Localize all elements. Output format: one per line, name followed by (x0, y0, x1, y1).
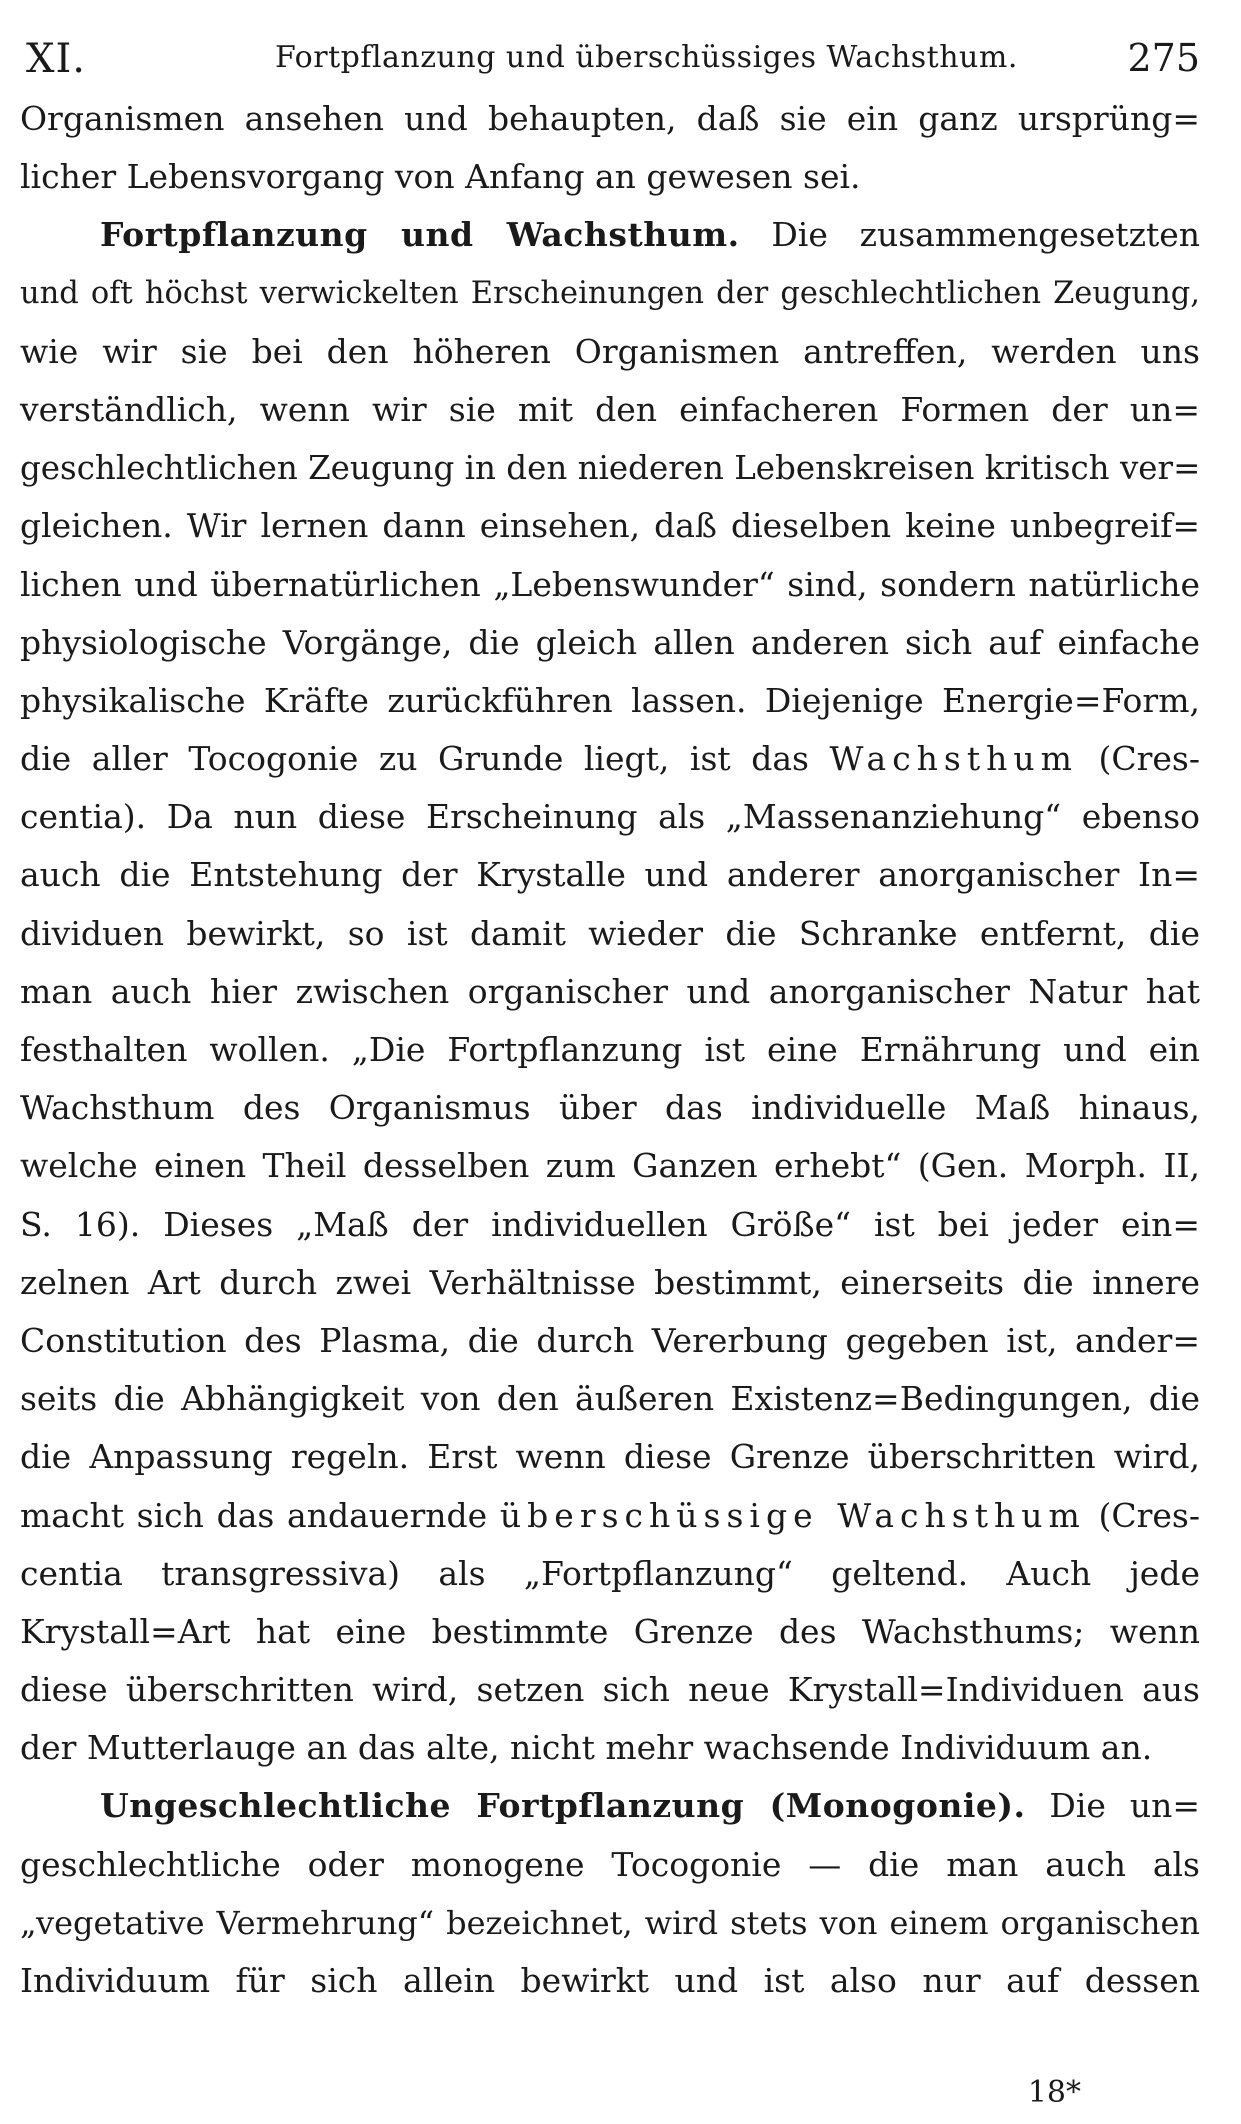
text-line (20, 90, 1200, 148)
emphasized-term: Wachsthum (829, 739, 1078, 779)
text-line (20, 1836, 1200, 1894)
line-text: dividuen bewirkt, so ist damit wieder die Schranke entfernt, die (20, 913, 1200, 953)
book-page (20, 28, 1201, 2000)
line-text: physiologische Vorgänge, die gleich allen anderen sich auf einfache (20, 622, 1200, 662)
text-line (20, 206, 1200, 264)
line-text: gleichen. Wir lernen dann einsehen, daß dieselben keine unbegreif= (20, 506, 1200, 546)
line-text: licher Lebensvorgang von Anfang an gewesen sei. (20, 157, 861, 197)
line-text: die Anpassung regeln. Erst wenn diese Grenze überschritten wird, (20, 1437, 1200, 1477)
line-text: geschlechtliche oder monogene Tocogonie — die man auch als (20, 1844, 1200, 1884)
line-text: centia transgressiva) als „Fortpflanzung“ geltend. Auch jede (20, 1553, 1200, 1593)
line-text: lichen und übernatürlichen „Lebenswunder“ sind, sondern natürliche (20, 564, 1200, 604)
text-line (20, 1370, 1200, 1428)
text-line (20, 730, 1200, 788)
text-line (20, 265, 1200, 323)
signature-mark: 18* (1027, 2075, 1081, 2110)
text-line (20, 439, 1200, 497)
text-line (20, 846, 1200, 904)
line-text: auch die Entstehung der Krystalle und anderer anorganischer In= (20, 855, 1200, 895)
running-title: Fortpflanzung und überschüssiges Wachsthum. (275, 40, 1018, 75)
line-text: macht sich das andauernde (20, 1495, 500, 1535)
line-text: und oft höchst verwickelten Erscheinungen der geschlechtlichen Zeugung, (20, 275, 1200, 311)
line-text: (Cres- (1077, 739, 1200, 779)
text-line (20, 556, 1200, 614)
line-text: festhalten wollen. „Die Fortpflanzung ist eine Ernährung und ein (20, 1030, 1200, 1069)
line-text: die aller Tocogonie zu Grunde liegt, ist das (20, 739, 830, 779)
line-text: Organismen ansehen und behaupten, daß sie ein ganz ursprüng= (20, 99, 1200, 138)
line-text: Die un= (1025, 1786, 1200, 1826)
text-line (20, 788, 1200, 846)
text-line (20, 148, 1200, 206)
line-text: geschlechtlichen Zeugung in den niederen Lebenskreisen kritisch ver= (20, 449, 1201, 488)
page-number: 275 (1127, 36, 1200, 80)
text-line (20, 1254, 1200, 1312)
line-text: der Mutterlauge an das alte, nicht mehr wachsende Individuum an. (20, 1728, 1153, 1768)
text-line (20, 1777, 1200, 1835)
text-line (20, 1079, 1200, 1137)
text-line (20, 1661, 1200, 1719)
text-line (20, 1603, 1200, 1661)
text-line (20, 905, 1200, 963)
section-heading: Fortpflanzung und Wachsthum. (100, 215, 740, 255)
text-line (20, 963, 1200, 1021)
line-text: Constitution des Plasma, die durch Vererbung gegeben ist, ander= (20, 1320, 1200, 1360)
line-text: Krystall=Art hat eine bestimmte Grenze des Wachsthums; wenn (20, 1611, 1200, 1651)
line-text: diese überschritten wird, setzen sich neue Krystall=Individuen aus (20, 1670, 1200, 1710)
chapter-number: XI. (26, 36, 86, 82)
text-line (20, 1952, 1200, 2010)
line-text: physikalische Kräfte zurückführen lassen. Diejenige Energie=Form, (20, 680, 1200, 720)
text-line (20, 1545, 1200, 1603)
body-text (20, 90, 1200, 2010)
emphasized-term: überschüssige Wachsthum (499, 1495, 1086, 1535)
line-text: verständlich, wenn wir sie mit den einfacheren Formen der un= (20, 389, 1200, 429)
line-text: welche einen Theil desselben zum Ganzen erhebt“ (Gen. Morph. II, (20, 1146, 1200, 1186)
line-text: Wachsthum des Organismus über das individuelle Maß hinaus, (20, 1088, 1200, 1128)
text-line (20, 1196, 1200, 1254)
line-text: man auch hier zwischen organischer und anorganischer Natur hat (20, 971, 1200, 1011)
text-line (20, 1487, 1200, 1545)
line-text: centia). Da nun diese Erscheinung als „Massenanziehung“ ebenso (20, 797, 1200, 837)
line-text: seits die Abhängigkeit von den äußeren Existenz=Bedingungen, die (20, 1379, 1200, 1419)
text-line (20, 1021, 1200, 1079)
text-line (20, 1137, 1200, 1195)
line-text: S. 16). Dieses „Maß der individuellen Größe“ ist bei jeder ein= (20, 1204, 1200, 1244)
page-header (20, 28, 1200, 88)
line-text: Die zusammengesetzten (739, 215, 1201, 255)
text-line (20, 497, 1200, 555)
section-heading: Ungeschlechtliche Fortpflanzung (Monogonie). (100, 1786, 1026, 1826)
text-line (20, 1428, 1200, 1486)
line-text: „vegetative Vermehrung“ bezeichnet, wird stets von einem organischen (20, 1903, 1200, 1942)
line-text: zelnen Art durch zwei Verhältnisse bestimmt, einerseits die innere (20, 1262, 1200, 1302)
line-text: wie wir sie bei den höheren Organismen antreffen, werden uns (20, 331, 1200, 371)
text-line (20, 1312, 1200, 1370)
text-line (20, 1719, 1200, 1777)
text-line (20, 1894, 1200, 1952)
text-line (20, 323, 1200, 381)
line-text: Individuum für sich allein bewirkt und ist also nur auf dessen (20, 1961, 1200, 2000)
text-line (20, 614, 1200, 672)
text-line (20, 381, 1200, 439)
line-text: (Cres- (1085, 1495, 1200, 1535)
text-line (20, 672, 1200, 730)
